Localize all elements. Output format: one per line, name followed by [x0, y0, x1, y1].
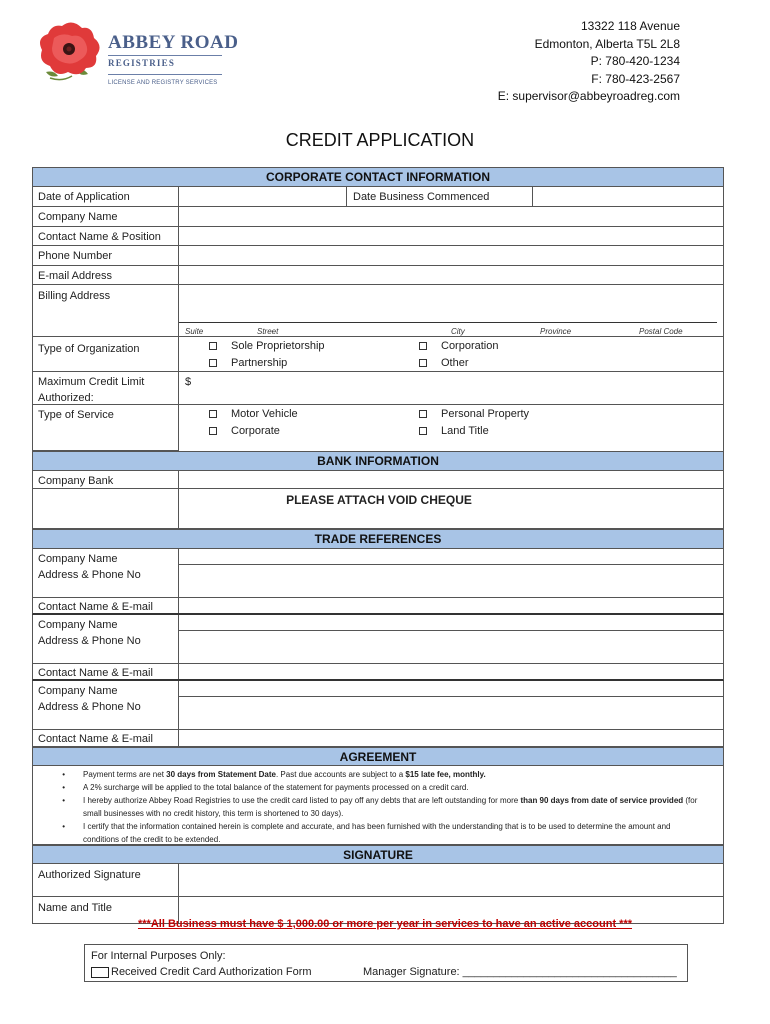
contact-email-field[interactable] — [179, 664, 723, 679]
authorized-signature-row — [32, 864, 724, 897]
maximum-credit-limit-label: Maximum Credit Limit Authorized: — [33, 372, 179, 404]
sole-proprietorship-option[interactable]: Sole Proprietorship — [209, 338, 395, 355]
checkbox[interactable] — [419, 359, 427, 367]
phone-number-label: Phone Number — [33, 246, 179, 265]
street-label: Street — [257, 327, 279, 336]
contact-email-label: Contact Name & E-mail — [33, 598, 179, 613]
logo-divider — [108, 74, 222, 75]
company-name-field[interactable] — [179, 549, 723, 565]
company-name-label: Company Name — [38, 553, 118, 565]
address-phone-label: Address & Phone No — [38, 635, 141, 647]
fax-line: F: 780-423-2567 — [591, 71, 680, 86]
contact-name-row — [32, 227, 724, 246]
void-cheque-spacer — [33, 489, 179, 528]
company-bank-field[interactable] — [179, 471, 723, 488]
credit-application-form — [32, 167, 724, 924]
signature-section-header: SIGNATURE — [32, 845, 724, 864]
checkbox[interactable] — [209, 359, 217, 367]
max-credit-row — [32, 372, 724, 405]
trade-ref-labels — [33, 549, 179, 597]
company-address — [498, 18, 680, 106]
contact-email-field[interactable] — [179, 730, 723, 746]
email-line: E: supervisor@abbeyroadreg.com — [497, 89, 680, 103]
logo-divider — [108, 55, 222, 56]
void-cheque-row — [32, 489, 724, 529]
authorized-signature-label: Authorized Signature — [33, 864, 179, 896]
land-title-option[interactable]: Land Title — [419, 423, 605, 440]
agreement-item: • I hereby authorize Abbey Road Registries to use the credit card listed to pay off any debts that are left outstanding for more than 90 days from date of service provided (for small businesses with no credit history, this term is shortened to 30 days). — [62, 796, 698, 818]
internal-row — [91, 964, 681, 980]
city-label: City — [451, 327, 465, 336]
trade-reference-3 — [32, 681, 724, 730]
checkbox[interactable] — [419, 410, 427, 418]
checkbox[interactable] — [419, 427, 427, 435]
internal-use-box — [84, 944, 688, 982]
company-bank-label: Company Bank — [33, 471, 179, 488]
company-name-field[interactable] — [179, 681, 723, 697]
suite-label: Suite — [185, 327, 204, 336]
checkbox[interactable] — [209, 342, 217, 350]
service-options — [179, 405, 723, 451]
address-phone-field[interactable] — [179, 631, 723, 663]
company-name-row — [32, 207, 724, 227]
company-name-label: Company Name — [33, 207, 179, 226]
logo-tagline: LICENSE AND REGISTRY SERVICES — [108, 80, 218, 86]
company-name-field[interactable] — [179, 207, 723, 226]
address-line: Edmonton, Alberta T5L 2L8 — [534, 36, 680, 51]
trade-ref-labels — [33, 681, 179, 729]
contact-email-label: Contact Name & E-mail — [33, 664, 179, 679]
corporate-option[interactable]: Corporate — [209, 423, 395, 440]
trade-ref-fields — [179, 681, 723, 729]
checkbox[interactable] — [419, 342, 427, 350]
address-line: 13322 118 Avenue — [581, 19, 680, 33]
document-title: CREDIT APPLICATION — [285, 130, 475, 150]
address-phone-field[interactable] — [179, 565, 723, 597]
agreement-item: • Payment terms are net 30 days from Statement Date. Past due accounts are subject to a $15 late fee, monthly. — [62, 770, 486, 779]
name-and-title-label: Name and Title — [33, 897, 179, 923]
logo-name: ABBEY ROAD — [108, 32, 239, 53]
contact-name-field[interactable] — [179, 227, 723, 245]
agreement-item: • A 2% surcharge will be applied to the total balance of the statement for payments processed on a credit card. — [62, 783, 469, 792]
contact-email-field[interactable] — [179, 598, 723, 613]
received-form-label: Received Credit Card Authorization Form — [111, 966, 312, 978]
personal-property-option[interactable]: Personal Property — [419, 406, 605, 423]
checkbox[interactable] — [209, 410, 217, 418]
address-subfield-labels — [179, 322, 717, 334]
trade-ref-fields — [179, 549, 723, 597]
poppy-flower-icon — [32, 20, 108, 92]
received-form-checkbox[interactable] — [91, 967, 109, 978]
phone-line: P: 780-420-1234 — [590, 54, 680, 68]
province-label: Province — [540, 327, 572, 336]
trade-reference-1 — [32, 549, 724, 598]
organization-type-row — [32, 337, 724, 372]
phone-row — [32, 246, 724, 266]
email-address-label: E-mail Address — [33, 266, 179, 284]
company-name-label: Company Name — [38, 685, 118, 697]
phone-number-field[interactable] — [179, 246, 723, 265]
motor-vehicle-option[interactable]: Motor Vehicle — [209, 406, 395, 423]
billing-address-row — [32, 285, 724, 337]
partnership-option[interactable]: Partnership — [209, 355, 395, 372]
billing-address-label: Billing Address — [33, 285, 179, 336]
type-of-service-label: Type of Service — [33, 405, 179, 451]
trade-reference-2-contact — [32, 664, 724, 681]
type-of-organization-label: Type of Organization — [33, 337, 179, 371]
other-option[interactable]: Other — [419, 355, 605, 372]
company-name-label: Company Name — [38, 619, 118, 631]
date-business-commenced-label: Date Business Commenced — [347, 187, 533, 206]
page-header — [0, 0, 770, 130]
abbey-road-logo — [32, 20, 239, 92]
agreement-terms — [32, 766, 724, 845]
trade-ref-labels — [33, 615, 179, 663]
billing-address-field[interactable] — [179, 285, 723, 336]
corporate-section-header: CORPORATE CONTACT INFORMATION — [32, 167, 724, 187]
minimum-spend-notice: ***All Business must have $ 1,000.00 or more per year in services to have an active account *** — [137, 918, 633, 930]
address-phone-label: Address & Phone No — [38, 701, 141, 713]
trade-reference-1-contact — [32, 598, 724, 615]
postal-code-label: Postal Code — [639, 327, 683, 336]
company-bank-row — [32, 471, 724, 489]
date-row — [32, 187, 724, 207]
manager-signature-line[interactable]: Manager Signature: ___________________________________ — [363, 966, 677, 978]
contact-name-label: Contact Name & Position — [33, 227, 179, 245]
trade-reference-3-contact — [32, 730, 724, 747]
agreement-item: • I certify that the information contained herein is complete and accurate, and has been furnished with the understanding that is to be used to determine the amount and conditions of the credit to be extended. — [62, 822, 671, 844]
authorized-signature-field[interactable] — [179, 864, 723, 896]
date-of-application-field[interactable] — [179, 187, 347, 206]
service-type-row — [32, 405, 724, 451]
address-phone-label: Address & Phone No — [38, 569, 141, 581]
bank-section-header: BANK INFORMATION — [32, 451, 724, 471]
logo-subtitle: REGISTRIES — [108, 58, 176, 68]
trade-section-header: TRADE REFERENCES — [32, 529, 724, 549]
internal-label: For Internal Purposes Only: — [91, 950, 226, 962]
email-address-field[interactable] — [179, 266, 723, 284]
trade-reference-2 — [32, 615, 724, 664]
maximum-credit-limit-field[interactable] — [179, 372, 723, 404]
trade-ref-fields — [179, 615, 723, 663]
corporation-option[interactable]: Corporation — [419, 338, 605, 355]
void-cheque-notice: PLEASE ATTACH VOID CHEQUE — [286, 493, 472, 507]
checkbox[interactable] — [209, 427, 217, 435]
dollar-sign: $ — [185, 376, 192, 388]
contact-email-label: Contact Name & E-mail — [33, 730, 179, 746]
date-of-application-label: Date of Application — [33, 187, 179, 206]
address-phone-field[interactable] — [179, 697, 723, 729]
company-name-field[interactable] — [179, 615, 723, 631]
date-business-commenced-field[interactable] — [533, 187, 723, 206]
email-row — [32, 266, 724, 285]
organization-options — [179, 337, 723, 371]
agreement-section-header: AGREEMENT — [32, 747, 724, 766]
